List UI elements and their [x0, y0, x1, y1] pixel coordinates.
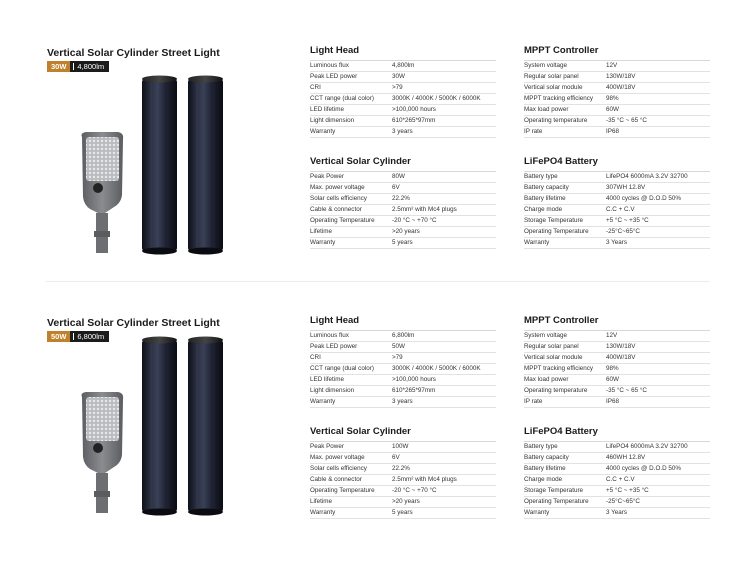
spec-value: -25°C~65°C — [606, 498, 640, 505]
spec-label: Light dimension — [310, 387, 355, 394]
solar-cylinder-specs — [310, 426, 496, 519]
spec-rows — [524, 330, 710, 408]
product-block-50w — [0, 270, 750, 540]
spec-row — [524, 364, 710, 375]
spec-row — [310, 331, 496, 342]
spec-label: Operating Temperature — [310, 217, 375, 224]
spec-row — [524, 353, 710, 364]
spec-row — [524, 205, 710, 216]
spec-value: 6,800lm — [392, 332, 415, 339]
spec-value: 60W — [606, 106, 619, 113]
spec-row — [524, 486, 710, 497]
power-badge — [47, 331, 109, 342]
badge-separator — [73, 333, 74, 340]
spec-value: 50W — [392, 343, 405, 350]
spec-rows — [524, 441, 710, 519]
spec-row — [524, 475, 710, 486]
watt-label: 50W — [47, 331, 70, 342]
spec-value: 98% — [606, 95, 619, 102]
spec-label: Warranty — [524, 509, 550, 516]
spec-value: IP68 — [606, 128, 619, 135]
spec-row — [524, 375, 710, 386]
spec-label: MPPT tracking efficiency — [524, 365, 594, 372]
spec-label: Regular solar panel — [524, 73, 579, 80]
spec-value: 307WH 12.8V — [606, 184, 646, 191]
mppt-controller-specs — [524, 315, 710, 408]
spec-label: LED lifetime — [310, 106, 344, 113]
spec-value: 6V — [392, 454, 400, 461]
power-badge — [47, 61, 109, 72]
spec-row — [524, 183, 710, 194]
spec-row — [310, 238, 496, 249]
spec-label: Cable & connector — [310, 476, 362, 483]
battery-specs — [524, 156, 710, 249]
lumen-label-wrap — [70, 61, 109, 72]
spec-row — [310, 61, 496, 72]
spec-value: -35 °C ~ 65 °C — [606, 387, 647, 394]
product-title: Vertical Solar Cylinder Street Light — [47, 317, 220, 329]
spec-row — [310, 486, 496, 497]
spec-row — [524, 397, 710, 408]
spec-row — [524, 61, 710, 72]
spec-row — [310, 216, 496, 227]
spec-value: 100W — [392, 443, 409, 450]
spec-value: 3 Years — [606, 509, 628, 516]
section-title: MPPT Controller — [524, 45, 599, 56]
spec-label: Luminous flux — [310, 62, 349, 69]
spec-label: Charge mode — [524, 206, 563, 213]
spec-label: Luminous flux — [310, 332, 349, 339]
spec-value: 460WH 12.8V — [606, 454, 646, 461]
spec-value: 98% — [606, 365, 619, 372]
spec-rows — [524, 60, 710, 138]
spec-rows — [310, 60, 496, 138]
spec-value: LifePO4 6000mA 3.2V 32700 — [606, 173, 688, 180]
spec-row — [310, 453, 496, 464]
spec-label: Battery capacity — [524, 184, 569, 191]
watt-label: 30W — [47, 61, 70, 72]
product-title: Vertical Solar Cylinder Street Light — [47, 47, 220, 59]
spec-value: -25°C~65°C — [606, 228, 640, 235]
spec-value: 30W — [392, 73, 405, 80]
section-title: Vertical Solar Cylinder — [310, 156, 411, 167]
spec-row — [524, 127, 710, 138]
spec-row — [310, 172, 496, 183]
spec-value: 610*265*97mm — [392, 117, 436, 124]
spec-label: Battery capacity — [524, 454, 569, 461]
spec-value: 5 years — [392, 509, 413, 516]
spec-value: 3 years — [392, 128, 413, 135]
spec-value: 610*265*97mm — [392, 387, 436, 394]
spec-label: Cable & connector — [310, 206, 362, 213]
spec-label: CRI — [310, 84, 321, 91]
spec-row — [310, 508, 496, 519]
spec-row — [310, 183, 496, 194]
spec-label: IP rate — [524, 128, 543, 135]
spec-value: 130W/18V — [606, 73, 636, 80]
spec-row — [310, 72, 496, 83]
section-title: LiFePO4 Battery — [524, 426, 598, 437]
spec-value: 3 Years — [606, 239, 628, 246]
spec-row — [310, 342, 496, 353]
lumen-label: 4,800lm — [77, 62, 105, 71]
spec-label: Solar cells efficiency — [310, 465, 367, 472]
spec-rows — [310, 330, 496, 408]
spec-value: >100,000 hours — [392, 106, 436, 113]
spec-row — [310, 475, 496, 486]
spec-row — [310, 375, 496, 386]
spec-label: CCT range (dual color) — [310, 365, 374, 372]
spec-row — [310, 364, 496, 375]
spec-label: Lifetime — [310, 228, 333, 235]
spec-label: Warranty — [310, 509, 336, 516]
spec-row — [310, 83, 496, 94]
spec-value: -20 °C ~ +70 °C — [392, 487, 437, 494]
spec-label: Operating Temperature — [310, 487, 375, 494]
spec-label: Vertical solar module — [524, 84, 583, 91]
spec-value: +5 °C ~ +35 °C — [606, 487, 649, 494]
section-title: Light Head — [310, 45, 360, 56]
spec-label: Battery lifetime — [524, 465, 566, 472]
spec-row — [310, 94, 496, 105]
spec-row — [524, 216, 710, 227]
spec-row — [524, 227, 710, 238]
spec-value: 3000K / 4000K / 5000K / 6000K — [392, 365, 481, 372]
spec-row — [310, 397, 496, 408]
spec-value: 400W/18V — [606, 84, 636, 91]
spec-value: 12V — [606, 332, 618, 339]
mppt-controller-specs — [524, 45, 710, 138]
spec-label: Battery type — [524, 443, 558, 450]
spec-label: IP rate — [524, 398, 543, 405]
spec-value: C.C + C.V — [606, 206, 635, 213]
spec-value: -20 °C ~ +70 °C — [392, 217, 437, 224]
spec-row — [524, 238, 710, 249]
section-title: Vertical Solar Cylinder — [310, 426, 411, 437]
spec-rows — [310, 171, 496, 249]
spec-rows — [310, 441, 496, 519]
spec-row — [310, 127, 496, 138]
lumen-label: 6,800lm — [77, 332, 105, 341]
spec-label: Warranty — [310, 239, 336, 246]
spec-row — [310, 105, 496, 116]
spec-value: 2.5mm² with Mc4 plugs — [392, 476, 457, 483]
spec-row — [310, 205, 496, 216]
spec-label: Operating temperature — [524, 387, 588, 394]
spec-label: Warranty — [310, 398, 336, 405]
spec-row — [524, 331, 710, 342]
spec-row — [310, 353, 496, 364]
spec-value: >20 years — [392, 228, 420, 235]
spec-value: IP68 — [606, 398, 619, 405]
spec-label: Light dimension — [310, 117, 355, 124]
spec-value: 3 years — [392, 398, 413, 405]
spec-label: Peak Power — [310, 443, 344, 450]
spec-label: Peak LED power — [310, 73, 358, 80]
spec-row — [524, 453, 710, 464]
spec-row — [524, 194, 710, 205]
spec-label: CCT range (dual color) — [310, 95, 374, 102]
spec-value: 130W/18V — [606, 343, 636, 350]
spec-row — [310, 442, 496, 453]
spec-row — [524, 105, 710, 116]
spec-row — [310, 227, 496, 238]
spec-label: Peak LED power — [310, 343, 358, 350]
spec-label: Operating temperature — [524, 117, 588, 124]
spec-value: +5 °C ~ +35 °C — [606, 217, 649, 224]
solar-cylinder-image — [142, 336, 177, 516]
spec-row — [310, 116, 496, 127]
badge-separator — [73, 63, 74, 70]
spec-label: Warranty — [524, 239, 550, 246]
light-head-specs — [310, 45, 496, 138]
spec-row — [524, 94, 710, 105]
spec-label: Warranty — [310, 128, 336, 135]
spec-label: Solar cells efficiency — [310, 195, 367, 202]
spec-row — [524, 172, 710, 183]
spec-value: 12V — [606, 62, 618, 69]
spec-value: 4,800lm — [392, 62, 415, 69]
product-block-30w — [0, 0, 750, 270]
spec-row — [524, 342, 710, 353]
solar-cylinder-image — [188, 75, 223, 255]
section-title: LiFePO4 Battery — [524, 156, 598, 167]
spec-row — [310, 464, 496, 475]
spec-row — [524, 497, 710, 508]
spec-value: 400W/18V — [606, 354, 636, 361]
lumen-label-wrap — [70, 331, 109, 342]
spec-row — [310, 497, 496, 508]
spec-value: 5 years — [392, 239, 413, 246]
spec-value: 80W — [392, 173, 405, 180]
spec-value: 2.5mm² with Mc4 plugs — [392, 206, 457, 213]
spec-label: Battery lifetime — [524, 195, 566, 202]
spec-row — [524, 386, 710, 397]
spec-label: Vertical solar module — [524, 354, 583, 361]
spec-label: Operating Temperature — [524, 498, 589, 505]
spec-label: Charge mode — [524, 476, 563, 483]
spec-value: >100,000 hours — [392, 376, 436, 383]
spec-label: Regular solar panel — [524, 343, 579, 350]
spec-label: Max. power voltage — [310, 184, 365, 191]
spec-label: System voltage — [524, 62, 568, 69]
battery-specs — [524, 426, 710, 519]
spec-label: System voltage — [524, 332, 568, 339]
spec-value: >79 — [392, 354, 403, 361]
spec-label: Operating Temperature — [524, 228, 589, 235]
spec-label: Max. power voltage — [310, 454, 365, 461]
spec-value: 22.2% — [392, 465, 410, 472]
spec-value: 60W — [606, 376, 619, 383]
spec-value: 22.2% — [392, 195, 410, 202]
spec-row — [524, 83, 710, 94]
spec-label: Max load power — [524, 106, 569, 113]
street-light-head-image — [76, 391, 128, 513]
spec-row — [310, 194, 496, 205]
light-head-specs — [310, 315, 496, 408]
spec-value: >79 — [392, 84, 403, 91]
spec-value: 4000 cycles @ D.O.D 50% — [606, 465, 681, 472]
spec-label: Storage Temperature — [524, 217, 584, 224]
spec-value: >20 years — [392, 498, 420, 505]
spec-row — [524, 508, 710, 519]
spec-value: 6V — [392, 184, 400, 191]
street-light-head-image — [76, 131, 128, 253]
solar-cylinder-image — [142, 75, 177, 255]
spec-label: LED lifetime — [310, 376, 344, 383]
section-title: Light Head — [310, 315, 360, 326]
section-title: MPPT Controller — [524, 315, 599, 326]
spec-row — [524, 464, 710, 475]
spec-value: -35 °C ~ 65 °C — [606, 117, 647, 124]
spec-label: Battery type — [524, 173, 558, 180]
spec-row — [524, 72, 710, 83]
spec-label: Lifetime — [310, 498, 333, 505]
spec-value: LifePO4 6000mA 3.2V 32700 — [606, 443, 688, 450]
spec-row — [310, 386, 496, 397]
spec-row — [524, 442, 710, 453]
spec-label: Max load power — [524, 376, 569, 383]
spec-row — [524, 116, 710, 127]
spec-rows — [524, 171, 710, 249]
spec-value: 3000K / 4000K / 5000K / 6000K — [392, 95, 481, 102]
spec-label: CRI — [310, 354, 321, 361]
solar-cylinder-image — [188, 336, 223, 516]
spec-label: MPPT tracking efficiency — [524, 95, 594, 102]
spec-value: 4000 cycles @ D.O.D 50% — [606, 195, 681, 202]
spec-value: C.C + C.V — [606, 476, 635, 483]
spec-label: Peak Power — [310, 173, 344, 180]
solar-cylinder-specs — [310, 156, 496, 249]
spec-label: Storage Temperature — [524, 487, 584, 494]
